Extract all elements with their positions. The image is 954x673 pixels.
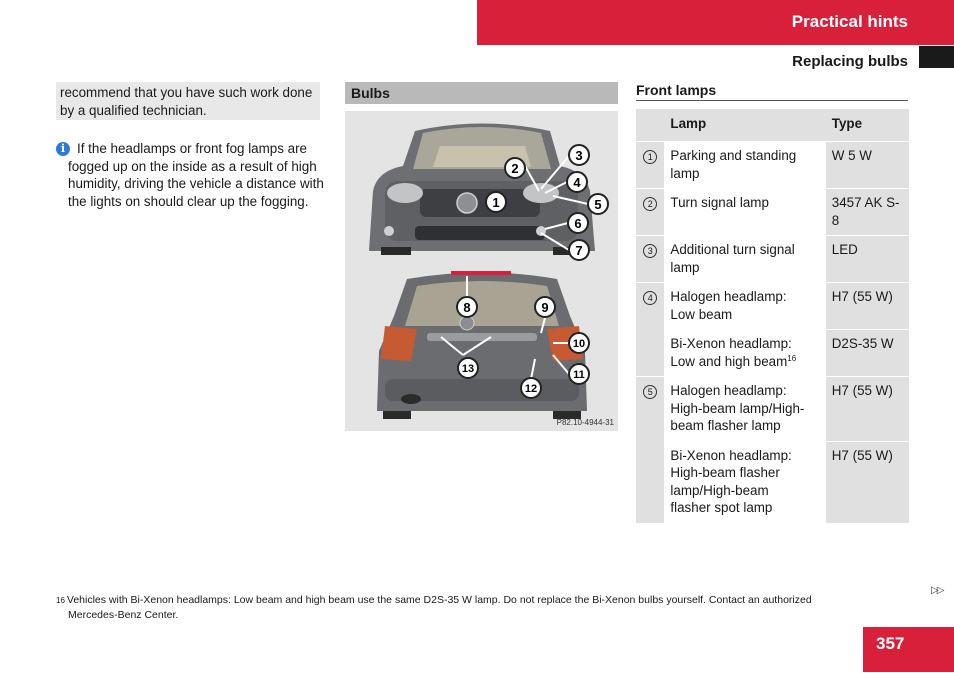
- callout-7: [569, 240, 589, 260]
- table-row: [636, 441, 909, 523]
- lamps-table: [636, 109, 909, 524]
- lamp-cell: Low beam: [670, 306, 733, 322]
- callout-1: [486, 192, 506, 212]
- lamp-cell: High-beam flasher: [670, 465, 780, 480]
- callout-3: [569, 145, 589, 165]
- callout-12: [521, 378, 541, 398]
- table-row: [636, 236, 909, 283]
- type-cell: W 5 W: [826, 142, 909, 189]
- row-number: 2: [643, 197, 657, 211]
- callout-8: [457, 297, 477, 317]
- svg-text:12: 12: [524, 383, 538, 395]
- info-text: [68, 140, 331, 210]
- header-bar: [477, 0, 954, 45]
- continue-arrow-icon: ▷▷: [931, 585, 943, 596]
- lamp-cell: lamp: [670, 165, 700, 181]
- num-header: [636, 109, 664, 142]
- lamp-cell: Halogen headlamp:: [670, 383, 787, 398]
- svg-text:7: 7: [575, 243, 583, 258]
- lamp-cell: flasher spot lamp: [670, 500, 773, 515]
- svg-text:3: 3: [575, 148, 583, 163]
- lamp-cell: Bi-Xenon headlamp:: [670, 336, 792, 351]
- row-number: 5: [643, 385, 657, 399]
- info-line: fogged up on the inside as a result of high: [68, 158, 317, 174]
- lamp-cell: Turn signal lamp: [670, 195, 769, 210]
- callout-9: [535, 297, 555, 317]
- figure-title: Bulbs: [345, 82, 618, 104]
- footnote-ref: 16: [787, 353, 797, 363]
- car-rear-illustration: [377, 271, 587, 419]
- callout-5: [588, 194, 608, 214]
- footnote-text-2: Mercedes-Benz Center.: [68, 609, 179, 621]
- callout-4: [567, 172, 587, 192]
- svg-text:11: 11: [573, 369, 585, 381]
- callout-11: [569, 364, 589, 384]
- section-title: Practical hints: [791, 12, 908, 31]
- lamp-cell: Halogen headlamp:: [670, 289, 787, 304]
- info-line: the lights on should clear up the fogging.: [68, 193, 309, 209]
- info-line: humidity, driving the vehicle a distance with: [68, 176, 324, 191]
- info-line: If the headlamps or front fog lamps are: [77, 141, 307, 156]
- type-cell: H7 (55 W): [826, 283, 909, 330]
- row-number: 1: [643, 150, 657, 164]
- subsection-title: Replacing bulbs: [792, 53, 908, 70]
- type-header: Type: [826, 109, 909, 142]
- thumb-tab: [919, 46, 954, 68]
- lamp-header: Lamp: [664, 109, 825, 142]
- type-cell: H7 (55 W): [826, 441, 909, 523]
- callout-2: [505, 158, 525, 178]
- type-cell: 3457 AK S-8: [826, 189, 909, 236]
- info-note: [56, 140, 331, 210]
- svg-text:5: 5: [594, 197, 602, 212]
- callout-10: [569, 333, 589, 353]
- car-illustration: [345, 111, 618, 431]
- table-row: [636, 189, 909, 236]
- lamp-cell: lamp: [670, 259, 700, 275]
- lamp-cell: Low and high beam: [670, 353, 788, 369]
- lamp-cell: Parking and standing: [670, 148, 797, 163]
- svg-text:4: 4: [573, 175, 581, 190]
- note-box: recommend that you have such work done by a qualified technician.: [56, 82, 320, 120]
- row-number: 3: [643, 244, 657, 258]
- table-header-row: [636, 109, 909, 142]
- table-row: [636, 330, 909, 377]
- type-cell: LED: [826, 236, 909, 283]
- svg-text:1: 1: [492, 195, 500, 210]
- row-number: 4: [643, 291, 657, 305]
- lamp-cell: lamp/High-beam: [670, 482, 769, 498]
- table-row: [636, 377, 909, 442]
- lamp-cell: High-beam lamp/High-: [670, 400, 805, 416]
- svg-text:13: 13: [461, 363, 475, 375]
- page-number: 357: [863, 627, 954, 672]
- table-row: [636, 142, 909, 189]
- callout-6: [568, 213, 588, 233]
- svg-text:8: 8: [463, 300, 471, 315]
- lamp-cell: Additional turn signal: [670, 242, 795, 257]
- svg-text:10: 10: [572, 338, 586, 350]
- svg-text:2: 2: [511, 161, 519, 176]
- lamp-cell: beam flasher lamp: [670, 418, 781, 433]
- table-row: [636, 283, 909, 330]
- svg-text:6: 6: [574, 216, 582, 231]
- type-cell: H7 (55 W): [826, 377, 909, 442]
- footnote-number: 16: [56, 596, 65, 605]
- bulbs-figure: [345, 111, 618, 431]
- car-front-illustration: [369, 124, 595, 256]
- type-cell: D2S-35 W: [826, 330, 909, 377]
- svg-text:9: 9: [541, 300, 549, 315]
- footnote: [56, 593, 896, 623]
- footnote-text: Vehicles with Bi-Xenon headlamps: Low beam and high beam use the same D2S-35 W lamp. Do not replace the Bi-Xenon bulbs yourself. Contact an authorized: [66, 594, 812, 606]
- lamp-cell: Bi-Xenon headlamp:: [670, 447, 792, 463]
- info-icon: i: [56, 142, 70, 156]
- callout-13: [458, 358, 478, 378]
- table-title: Front lamps: [636, 82, 908, 101]
- figure-code: P82.10-4944-31: [556, 418, 614, 427]
